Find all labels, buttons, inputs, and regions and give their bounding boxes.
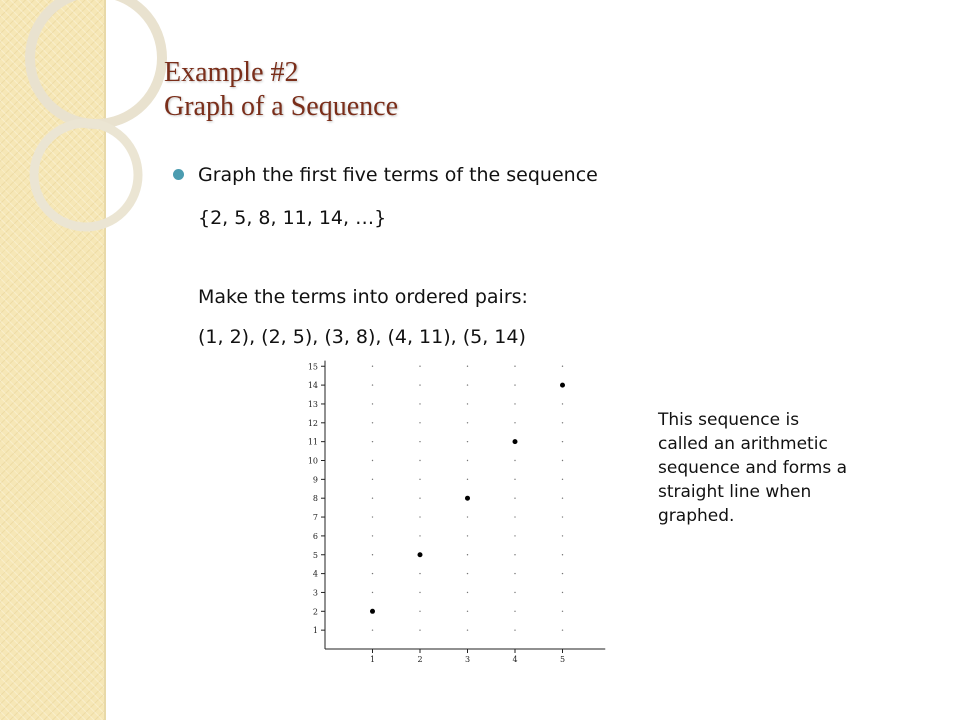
grid-dot: [467, 611, 468, 612]
y-tick-label: 14: [307, 381, 318, 391]
grid-dot: [372, 516, 373, 517]
grid-dot: [562, 403, 563, 404]
grid-dot: [419, 535, 420, 536]
grid-dot: [467, 366, 468, 367]
grid-dot: [372, 441, 373, 442]
grid-dot: [419, 384, 420, 385]
bullet-text: Graph the first five terms of the sequence: [198, 164, 598, 186]
grid-dot: [467, 384, 468, 385]
grid-dot: [562, 629, 563, 630]
y-tick-label: 2: [312, 607, 318, 617]
slide-title-line2: Graph of a Sequence: [164, 91, 399, 122]
grid-dot: [514, 403, 515, 404]
note-line: straight line when: [658, 482, 812, 502]
data-point: [513, 439, 518, 444]
grid-dot: [514, 611, 515, 612]
grid-dot: [372, 554, 373, 555]
grid-dot: [372, 460, 373, 461]
grid-dot: [562, 498, 563, 499]
grid-dot: [562, 611, 563, 612]
grid-dot: [562, 573, 563, 574]
bullet-icon: [173, 169, 184, 180]
y-tick-label: 11: [307, 437, 318, 447]
grid-dot: [467, 479, 468, 480]
grid-dot: [467, 592, 468, 593]
data-point: [418, 552, 423, 557]
grid-dot: [372, 366, 373, 367]
x-tick-label: 3: [464, 655, 471, 664]
decorative-circles: [0, 0, 170, 300]
grid-dot: [514, 479, 515, 480]
grid-dot: [562, 516, 563, 517]
deco-circle-small: [34, 123, 138, 227]
grid-dot: [467, 535, 468, 536]
grid-dot: [467, 554, 468, 555]
x-tick-label: 1: [369, 655, 376, 664]
y-tick-label: 13: [307, 399, 318, 409]
grid-dot: [514, 592, 515, 593]
grid-dot: [467, 629, 468, 630]
grid-dot: [514, 573, 515, 574]
grid-dot: [419, 498, 420, 499]
grid-dot: [372, 498, 373, 499]
slide-title: [164, 56, 398, 124]
y-tick-label: 10: [307, 456, 318, 466]
grid-dot: [372, 422, 373, 423]
data-point: [465, 496, 470, 501]
grid-dot: [467, 460, 468, 461]
note-line: graphed.: [658, 506, 735, 526]
note-line: This sequence is: [658, 410, 800, 430]
grid-dot: [514, 629, 515, 630]
grid-dot: [372, 479, 373, 480]
note-line: sequence and forms a: [658, 458, 848, 478]
grid-dot: [562, 592, 563, 593]
grid-dot: [372, 573, 373, 574]
y-tick-label: 7: [312, 513, 318, 523]
grid-dot: [514, 516, 515, 517]
y-tick-label: 1: [312, 626, 318, 636]
grid-dot: [372, 629, 373, 630]
grid-dot: [419, 516, 420, 517]
y-tick-label: 9: [312, 475, 318, 485]
grid-dot: [467, 422, 468, 423]
y-tick-label: 6: [312, 531, 318, 541]
y-tick-label: 3: [312, 588, 318, 598]
y-tick-label: 5: [312, 550, 318, 560]
grid-dot: [419, 366, 420, 367]
grid-dot: [467, 403, 468, 404]
grid-dot: [562, 460, 563, 461]
grid-dot: [467, 441, 468, 442]
grid-dot: [419, 403, 420, 404]
grid-dot: [562, 441, 563, 442]
grid-dot: [514, 422, 515, 423]
grid-dot: [467, 516, 468, 517]
grid-dot: [514, 535, 515, 536]
sequence-text: {2, 5, 8, 11, 14, …}: [198, 207, 387, 229]
grid-dot: [467, 573, 468, 574]
grid-dot: [419, 422, 420, 423]
grid-dot: [562, 554, 563, 555]
grid-dot: [514, 384, 515, 385]
data-point: [370, 609, 375, 614]
note-line: called an arithmetic: [658, 434, 828, 454]
grid-dot: [562, 366, 563, 367]
grid-dot: [419, 479, 420, 480]
slide-title-line1: Example #2: [164, 57, 299, 88]
grid-dot: [514, 554, 515, 555]
data-point: [560, 383, 565, 388]
grid-dot: [372, 535, 373, 536]
grid-dot: [419, 611, 420, 612]
ordered-pairs-text: (1, 2), (2, 5), (3, 8), (4, 11), (5, 14): [198, 326, 526, 348]
deco-circle-large: [30, 0, 162, 124]
grid-dot: [514, 498, 515, 499]
grid-dot: [372, 384, 373, 385]
x-tick-label: 2: [417, 655, 423, 664]
x-tick-label: 4: [512, 655, 518, 664]
grid-dot: [372, 592, 373, 593]
grid-dot: [419, 592, 420, 593]
y-tick-label: 4: [312, 569, 318, 579]
grid-dot: [372, 403, 373, 404]
grid-dot: [514, 460, 515, 461]
grid-dot: [419, 441, 420, 442]
x-tick-label: 5: [559, 655, 566, 664]
y-tick-label: 15: [307, 362, 318, 372]
y-tick-label: 12: [307, 418, 318, 428]
grid-dot: [562, 422, 563, 423]
grid-dot: [419, 629, 420, 630]
grid-dot: [562, 535, 563, 536]
grid-dot: [562, 479, 563, 480]
sequence-scatter-chart: [300, 355, 612, 665]
y-tick-label: 8: [312, 494, 318, 504]
grid-dot: [514, 366, 515, 367]
grid-dot: [419, 460, 420, 461]
explanation-note: [658, 408, 878, 528]
instruction-text: Make the terms into ordered pairs:: [198, 286, 528, 308]
grid-dot: [419, 573, 420, 574]
